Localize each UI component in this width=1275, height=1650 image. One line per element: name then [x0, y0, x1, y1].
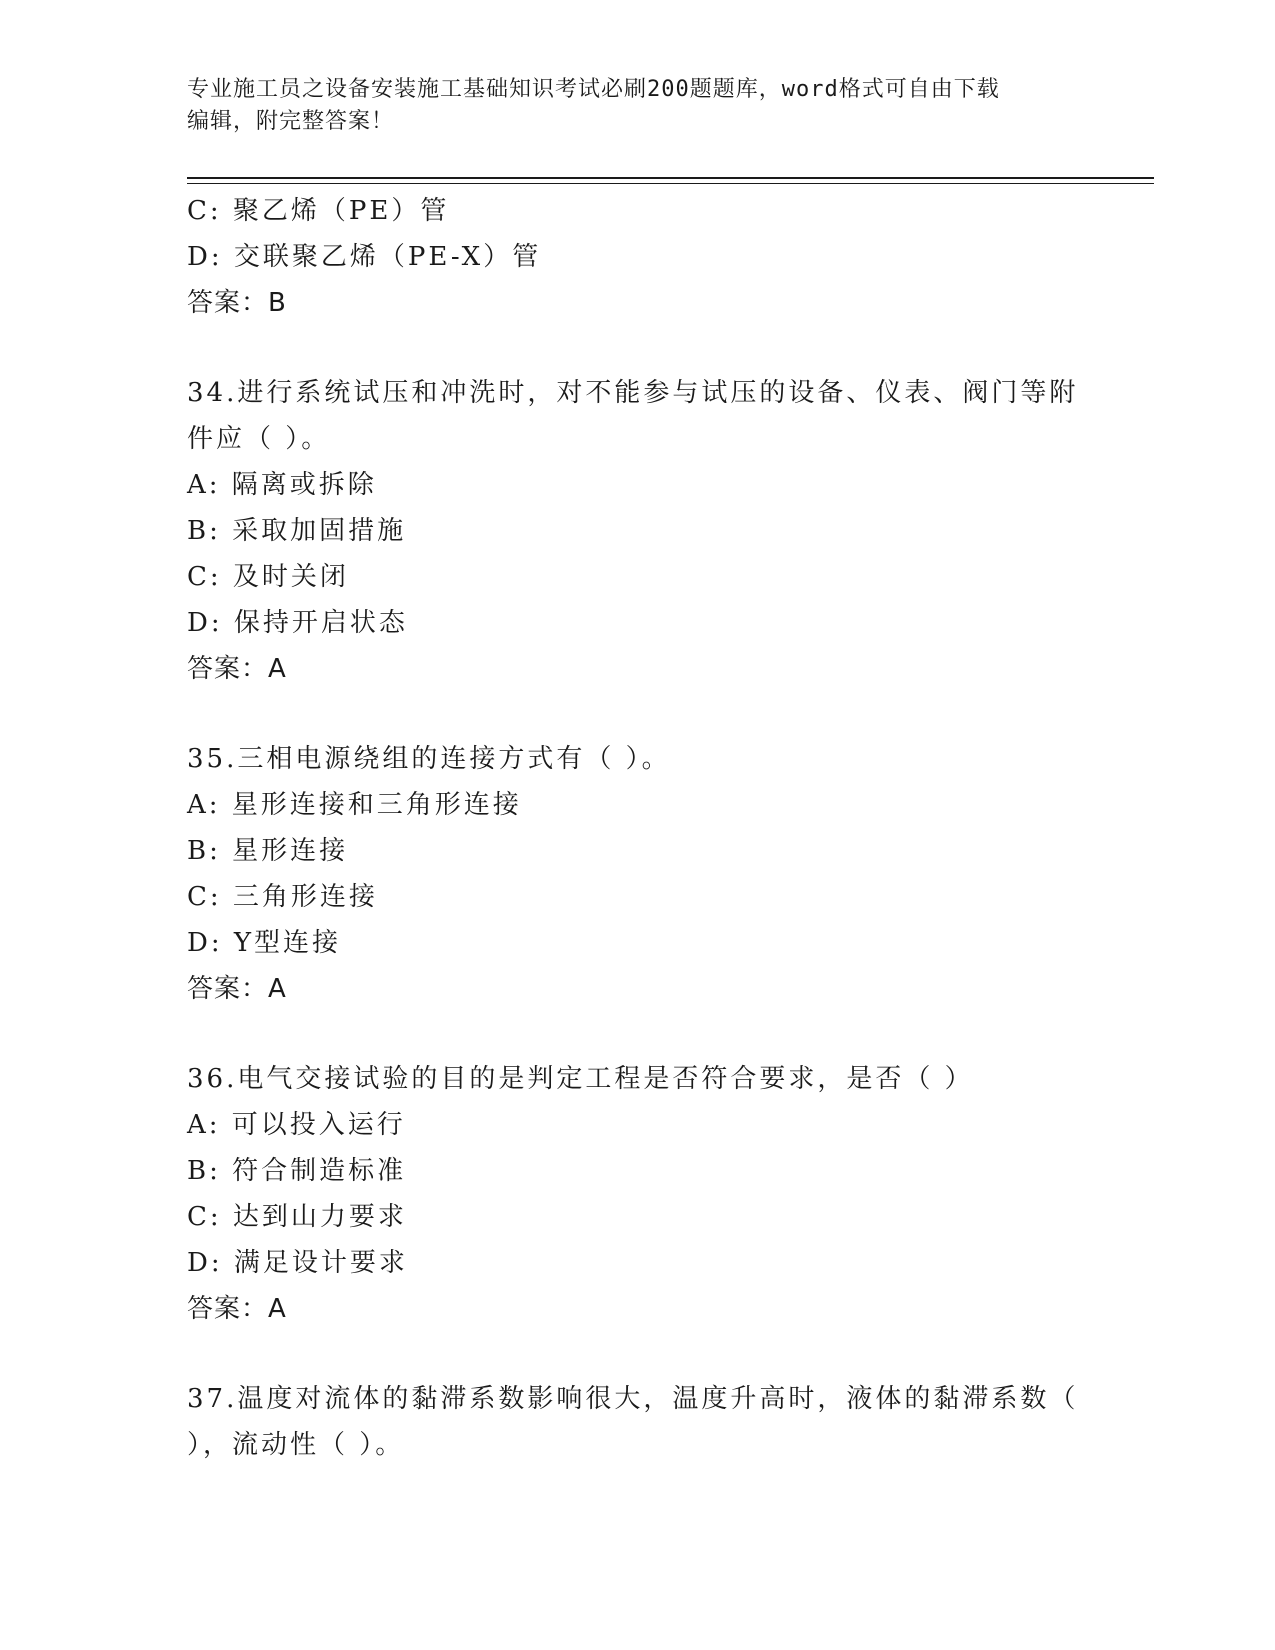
- question-stem-cont: 件应（ ）。: [187, 424, 331, 454]
- option-d: D: 保持开启状态: [187, 608, 408, 638]
- spacer: [187, 1012, 1087, 1056]
- option-c: C: 三角形连接: [187, 882, 378, 912]
- question-35: [187, 736, 1087, 1012]
- option-d: D: 满足设计要求: [187, 1248, 408, 1278]
- option-c: C: 达到山力要求: [187, 1202, 407, 1232]
- document-body: [187, 188, 1087, 1468]
- spacer: [187, 326, 1087, 370]
- header-divider-thin: [187, 183, 1154, 184]
- answer: 答案：B: [187, 288, 287, 318]
- option-a: A: 可以投入运行: [187, 1110, 406, 1140]
- spacer: [187, 692, 1087, 736]
- header-line-1: 专业施工员之设备安装施工基础知识考试必刷200题题库，word格式可自由下载: [187, 77, 1000, 102]
- question-stem: 34.进行系统试压和冲洗时，对不能参与试压的设备、仪表、阀门等附: [187, 378, 1079, 408]
- question-33-tail: [187, 188, 1087, 326]
- option-a: A: 隔离或拆除: [187, 470, 377, 500]
- question-stem: 35.三相电源绕组的连接方式有（ ）。: [187, 744, 671, 774]
- option-b: B: 星形连接: [187, 836, 349, 866]
- question-stem-cont: ），流动性（ ）。: [187, 1430, 405, 1460]
- option-d: D: Y型连接: [187, 928, 342, 958]
- header-divider-thick: [187, 177, 1154, 179]
- answer: 答案：A: [187, 654, 287, 684]
- option-b: B: 采取加固措施: [187, 516, 407, 546]
- question-stem: 36.电气交接试验的目的是判定工程是否符合要求，是否（ ）: [187, 1064, 974, 1094]
- answer: 答案：A: [187, 974, 287, 1004]
- option-d: D: 交联聚乙烯（PE-X）管: [187, 242, 542, 272]
- question-37: [187, 1376, 1087, 1468]
- document-header: [187, 74, 1087, 138]
- question-36: [187, 1056, 1087, 1332]
- question-stem: 37.温度对流体的黏滞系数影响很大，温度升高时，液体的黏滞系数（: [187, 1384, 1079, 1414]
- option-b: B: 符合制造标准: [187, 1156, 407, 1186]
- option-c: C: 聚乙烯（PE）管: [187, 196, 450, 226]
- spacer: [187, 1332, 1087, 1376]
- option-c: C: 及时关闭: [187, 562, 349, 592]
- header-line-2: 编辑，附完整答案！: [187, 109, 395, 134]
- question-34: [187, 370, 1087, 692]
- option-a: A: 星形连接和三角形连接: [187, 790, 522, 820]
- answer: 答案：A: [187, 1294, 287, 1324]
